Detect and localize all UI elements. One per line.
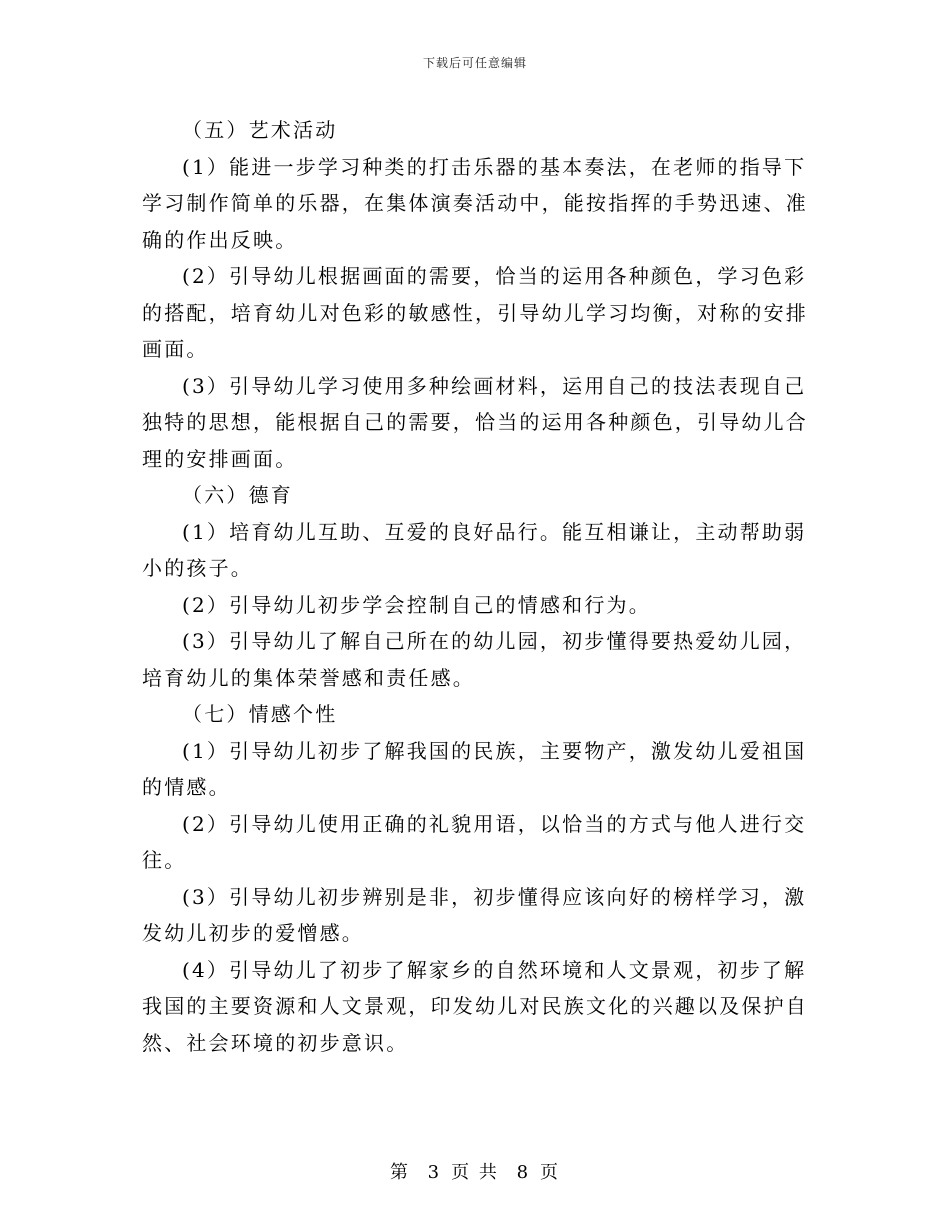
text-line: 的搭配，培育幼儿对色彩的敏感性，引导幼儿学习均衡，对称的安排 <box>142 300 808 325</box>
document-body <box>142 112 810 1061</box>
text-line: (2）引导幼儿初步学会控制自己的情感和行为。 <box>182 592 651 617</box>
text-line: (2）引导幼儿根据画面的需要，恰当的运用各种颜色，学习色彩 <box>182 264 807 288</box>
footer-suffix: 页 <box>540 1162 561 1183</box>
text-line: 独特的思想，能根据自己的需要，恰当的运用各种颜色，引导幼儿合 <box>142 410 808 434</box>
text-line: （七）情感个性 <box>182 702 338 726</box>
text-line: 然、社会环境的初步意识。 <box>142 1030 409 1055</box>
footer-middle: 页 共 <box>451 1162 499 1183</box>
text-line: (3）引导幼儿了解自己所在的幼儿园，初步懂得要热爱幼儿园， <box>182 629 807 653</box>
text-line: 确的作出反映。 <box>142 227 298 252</box>
text-line: 学习制作简单的乐器，在集体演奏活动中，能按指挥的手势迅速、准 <box>142 191 808 215</box>
text-line: (4）引导幼儿了初步了解家乡的自然环境和人文景观，初步了解 <box>182 957 807 982</box>
text-line: (2）引导幼儿使用正确的礼貌用语，以恰当的方式与他人进行交 <box>182 811 807 836</box>
footer-page-number: 3 <box>427 1162 442 1183</box>
text-line: 发幼儿初步的爱憎感。 <box>142 921 364 945</box>
text-line: 画面。 <box>142 337 209 361</box>
page-footer <box>0 1158 950 1184</box>
text-line: (1）培育幼儿互助、互爱的良好品行。能互相谦让，主动帮助弱 <box>182 519 807 544</box>
text-line: （五）艺术活动 <box>182 118 338 142</box>
text-line: 理的安排画面。 <box>142 446 298 471</box>
text-line: (3）引导幼儿学习使用多种绘画材料，运用自己的技法表现自己 <box>182 373 807 398</box>
text-line: 我国的主要资源和人文景观，印发幼儿对民族文化的兴趣以及保护自 <box>142 994 808 1018</box>
text-line: （六）德育 <box>182 483 293 507</box>
text-line: 往。 <box>142 848 187 872</box>
footer-prefix: 第 <box>389 1162 410 1183</box>
text-line: 培育幼儿的集体荣誉感和责任感。 <box>142 665 475 690</box>
footer-total-pages: 8 <box>516 1162 531 1183</box>
text-line: (3）引导幼儿初步辨别是非，初步懂得应该向好的榜样学习，激 <box>182 884 807 909</box>
text-line: (1）能进一步学习种类的打击乐器的基本奏法，在老师的指导下 <box>182 154 807 179</box>
text-line: 小的孩子。 <box>142 556 253 580</box>
page-header: 下载后可任意编辑 <box>422 56 527 70</box>
text-line: (1）引导幼儿初步了解我国的民族，主要物产，激发幼儿爱祖国 <box>182 738 807 763</box>
text-line: 的情感。 <box>142 775 231 799</box>
